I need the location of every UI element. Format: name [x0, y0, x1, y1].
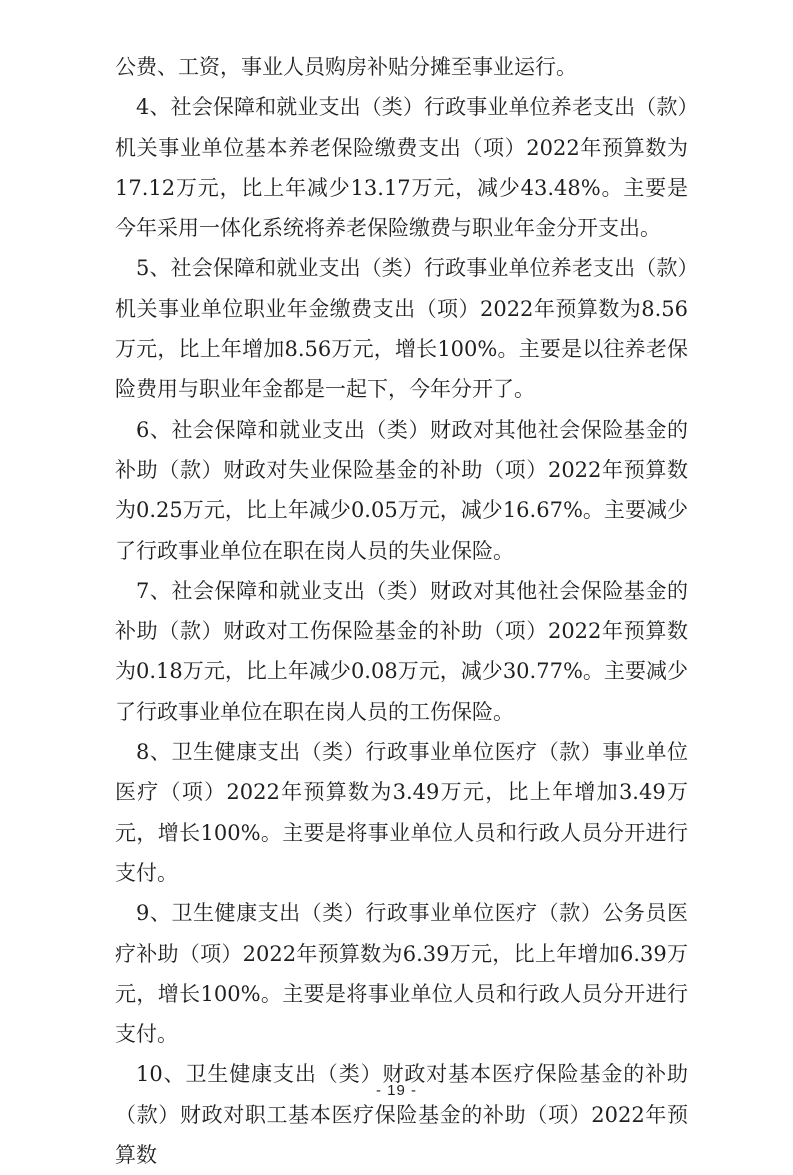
paragraph-item-8: 8、卫生健康支出（类）行政事业单位医疗（款）事业单位医疗（项）2022年预算数为3.49万元，比上年增加3.49万元，增长100%。主要是将事业单位人员和行政人员分开进行支付。: [115, 740, 688, 885]
page-number: - 19 -: [375, 1082, 417, 1099]
paragraph-item-10: 10、卫生健康支出（类）财政对基本医疗保险基金的补助（款）财政对职工基本医疗保险基金的补助（项）2022年预算数: [115, 1062, 688, 1168]
paragraph-item-4: 4、社会保障和就业支出（类）行政事业单位养老支出（款）机关事业单位基本养老保险缴费支出（项）2022年预算数为17.12万元，比上年减少13.17万元，减少43.48%。主要是今年采用一体化系统将养老保险缴费与职业年金分开支出。: [115, 95, 688, 241]
document-body: [115, 47, 688, 1175]
paragraph-item-6: 6、社会保障和就业支出（类）财政对其他社会保险基金的补助（款）财政对失业保险基金的补助（项）2022年预算数为0.25万元，比上年减少0.05万元，减少16.67%。主要减少了行政事业单位在职在岗人员的失业保险。: [115, 417, 688, 563]
paragraph-continuation: 公费、工资，事业人员购房补贴分摊至事业运行。: [115, 55, 577, 79]
page-footer: [0, 1082, 793, 1099]
paragraph-item-5: 5、社会保障和就业支出（类）行政事业单位养老支出（款）机关事业单位职业年金缴费支出（项）2022年预算数为8.56万元，比上年增加8.56万元，增长100%。主要是以往养老保险费用与职业年金都是一起下，今年分开了。: [115, 256, 688, 402]
paragraph-item-9: 9、卫生健康支出（类）行政事业单位医疗（款）公务员医疗补助（项）2022年预算数为6.39万元，比上年增加6.39万元，增长100%。主要是将事业单位人员和行政人员分开进行支付。: [115, 901, 688, 1047]
paragraph-item-7: 7、社会保障和就业支出（类）财政对其他社会保险基金的补助（款）财政对工伤保险基金的补助（项）2022年预算数为0.18万元，比上年减少0.08万元，减少30.77%。主要减少了行政事业单位在职在岗人员的工伤保险。: [115, 578, 688, 724]
